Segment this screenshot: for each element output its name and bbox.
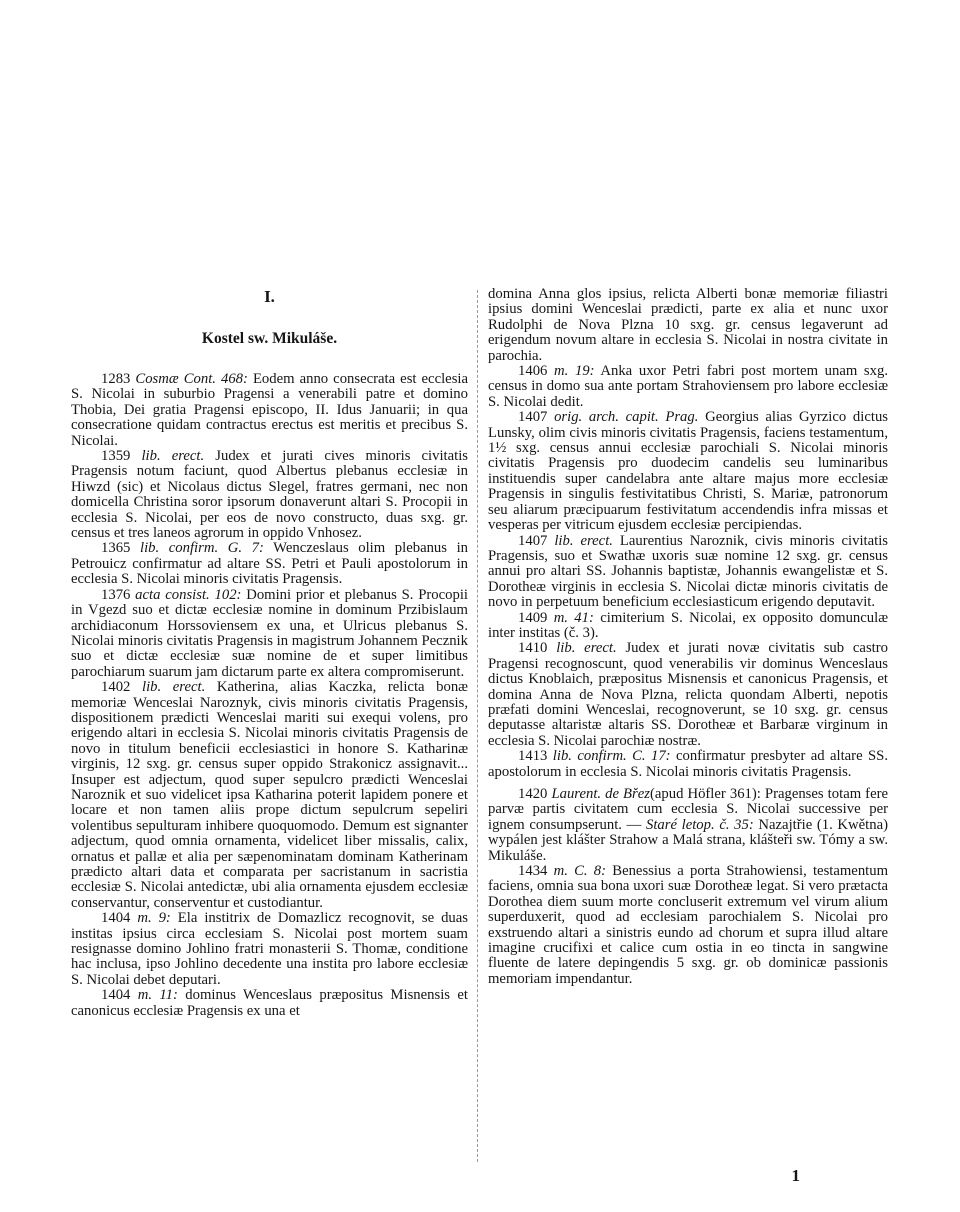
entry-1404b: [71, 988, 468, 1019]
entry-year: 1402: [101, 679, 131, 696]
entry-source-secondary: Staré letop. č. 35:: [645, 816, 754, 833]
entry-1406: [488, 364, 888, 410]
column-divider: [477, 290, 478, 1162]
entry-year: 1404: [101, 987, 131, 1004]
entry-text: (apud Höfler 361): Pragenses totam fere parvæ partis civitatem cum ecclesia S. Nicolai successive per ignem consumpserunt. —: [488, 786, 889, 833]
entry-year: 1283: [101, 371, 131, 387]
entry-year: 1407: [518, 409, 548, 426]
entry-1376: [71, 588, 468, 680]
entry-source: lib. erect.: [556, 640, 617, 657]
entry-text: Domini prior et plebanus S. Procopii in Vgezd suo et dictæ ecclesiæ nomine in dominum Przibislaum archidiaconum Horssoviensem ex una, et Ulricus plebanus S. Nicolai minoris civitatis Pragensis in magistrum Johannem Pecznik suo et dictæ ecclesiæ suæ nomine de et super limitibus parochiarum suarum jam dictarum parte ex altera compromiserunt.: [71, 586, 469, 680]
entry-text: Ela institrix de Domazlicz recognovit, se duas institas ipsius circa ecclesiam S. Nicolai post mortem suam resignasse domino Johlino fratri monasterii S. Thomæ, conditione hac inclusa, ipso Johlino decedente una instita pro labore ecclesiæ S. Nicolai debet deputari.: [71, 910, 468, 988]
entry-text: Katherina, alias Kaczka, relicta bonæ memoriæ Wenceslai Naroznyk, civis minoris civitatis Pragensis, dispositionem prædicti Wenceslai mariti sui exequi volens, pro erigendo altari in ecclesia S. Nicolai minoris civitatis Pragensis de novo in titulum beneficii ecclesiastici in honore S. Katharinæ virginis, 12 sxg. gr. census super oppido Strakonicz assignavit... Insuper est adjectum, quod super sepulcro prædicti Wenceslai Naroznik et suo videlicet ipsa Katharina poterit lapidem ponere et locare et non tamen aliis prope dictum sepulcrum sepeliri volentibus sepulturam inhibere quoquomodo. Demum est signanter adjectum, quod omnia ornamenta, videlicet liber missalis, calix, ornatus et pallæ et alia per sæpenominatam dominam Katherinam prædicto altari data et comparata per sacristanum in sacristia ecclesiæ S. Nicolai antedictæ, ubi alia ornamenta ejusdem ecclesiæ conservantur, conserventur et custodiantur.: [71, 679, 468, 911]
entry-continuation: [488, 287, 888, 364]
entry-source: lib. confirm. C. 17:: [552, 748, 671, 765]
entry-year: 1410: [518, 640, 548, 657]
entry-text: Judex et jurati cives minoris civitatis Pragensis notum faciunt, quod Albertus plebanus ecclesiæ in Hiwzd (sic) et Nicolaus dictus Slegel, fratres germani, nec non domicella Christina soror ipsorum donaverunt altari S. Procopii in ecclesia S. Nicolai, per eos de novo constructo, duas sxg. gr. census et tres laneos agrorum in oppido Vnhosez.: [71, 448, 469, 542]
chapter-title: Kostel sw. Mikuláše.: [201, 330, 338, 347]
entry-year: 1409: [518, 609, 548, 626]
entry-text: Laurentius Naroznik, civis minoris civitatis Pragensis, suo et Swathæ uxoris suæ nomine 12 sxg. gr. census annui pro altari SS. Johannis baptistæ, Johannis ewangelistæ et S. Dorotheæ virginis in ecclesia S. Nicolai dictæ minoris civitatis de novo in perpetuum beneficium ecclesiasticum erigendo deputavit.: [488, 532, 889, 611]
entry-text-secondary: Nazajtřie (1. Kwětna) wypálen jest klášter Strahow a Malá strana, klášteři sw. Tómy a sw. Mikuláše.: [488, 816, 889, 864]
entry-year: 1365: [101, 540, 131, 557]
entry-text: Benessius a porta Strahowiensi, testamentum faciens, omnia sua bona uxori suæ Dorotheæ legat. Si vero prætacta Dorothea diem suum morte concluserit extremum vel virum alium superduxerit, quod ad ecclesiam parochialem S. Nicolai pro exstruendo altari a sinistris eundo ad chorum et supra illud altare imagine crucifixi et calice cum ostia in eo tincta in sangwine fluente de latere depingendis 5 sxg. gr. ob dominicæ passionis memoriam impendantur.: [488, 863, 889, 987]
entry-source: m. 11:: [137, 987, 178, 1004]
entry-source: orig. arch. capit. Prag.: [554, 409, 699, 426]
right-column: [488, 287, 888, 987]
entry-1283: [71, 372, 468, 449]
entry-1420: [488, 787, 888, 864]
entry-1413: [488, 749, 888, 780]
entry-1407b: [488, 534, 888, 611]
entry-source: lib. erect.: [141, 679, 206, 696]
entry-1365: [71, 541, 468, 587]
entry-text: confirmatur presbyter ad altare SS. apostolorum in ecclesia S. Nicolai minoris civitatis Pragensis.: [488, 748, 888, 780]
entry-1402: [71, 680, 468, 911]
entry-source: lib. confirm. G. 7:: [139, 540, 264, 557]
entry-source: Laurent. de Břez: [551, 786, 650, 802]
entry-year: 1359: [101, 448, 131, 465]
entry-1404a: [71, 911, 468, 988]
entry-year: 1420: [518, 786, 548, 802]
entry-year: 1406: [518, 363, 548, 380]
entry-text: Judex et jurati novæ civitatis sub castro Pragensi recognoscunt, quod venerabilis vir dominus Wenceslaus dictus Knoblaich, præpositus Misnensis et canonicus Pragensis, et domina Anna de Nova Plzna, relicta quondam Alberti, nepotis præfati domini Wenceslai, recognoverunt, se 10 sxg. gr. census deputasse altaristæ altaris SS. Dorotheæ et Barbaræ virginum in ecclesia S. Nicolai parochiæ nostræ.: [488, 640, 888, 749]
entry-1434: [488, 864, 888, 987]
entry-text: domina Anna glos ipsius, relicta Alberti bonæ memoriæ filiastri ipsius domini Wenceslai prædicti, parte ex alia et nunc uxor Rudolphi de Nova Plzna 10 sxg. gr. census legaverunt ad erigendum novum altare in ecclesia S. Nicolai in nostra civitate in parochia.: [488, 286, 888, 364]
entry-1410: [488, 641, 888, 749]
entry-source: lib. erect.: [141, 448, 205, 465]
entry-1359: [71, 449, 468, 541]
entry-year: 1407: [518, 532, 548, 549]
entry-1407a: [488, 410, 888, 533]
entry-year: 1404: [101, 910, 131, 927]
entry-1409: [488, 611, 888, 642]
entry-source: lib. erect.: [554, 532, 613, 549]
chapter-number: I.: [264, 287, 275, 306]
entry-text: Anka uxor Petri fabri post mortem unam sxg. census in domo sua ante portam Strahoviensem pro labore ecclesiæ S. Nicolai dedit.: [488, 363, 889, 410]
entry-text: Wenczeslaus olim plebanus in Petrouicz confirmatur ad altare SS. Petri et Pauli apostolorum in ecclesia S. Nicolai minoris civitatis Pragensis.: [71, 540, 469, 588]
entry-source: acta consist. 102:: [135, 586, 242, 603]
entry-source: m. 19:: [554, 363, 595, 380]
entry-source: Cosmæ Cont. 468:: [135, 371, 248, 387]
page-number: 1: [791, 1166, 800, 1185]
entry-text: Eodem anno consecrata est ecclesia S. Nicolai in suburbio Pragensi a venerabili patre et domino Thobia, Dei gratia Pragensi episcopo, II. Idus Januarii; in qua consecratione quidam contractus erectus est meritis et precibus S. Nicolai.: [71, 371, 469, 449]
entry-source: m. C. 8:: [553, 863, 607, 880]
entry-year: 1413: [518, 748, 548, 765]
entry-text: dominus Wenceslaus præpositus Misnensis et canonicus ecclesiæ Pragensis ex una et: [71, 987, 468, 1019]
entry-year: 1434: [518, 863, 548, 880]
entry-text: cimiterium S. Nicolai, ex opposito domunculæ inter institas (č. 3).: [488, 609, 889, 641]
left-column: [71, 284, 468, 1019]
entry-year: 1376: [101, 586, 131, 603]
entry-source: m. 9:: [137, 910, 171, 927]
entry-text: Georgius alias Gyrzico dictus Lunsky, olim civis minoris civitatis Pragensis, faciens testamentum, 1½ sxg. census annui ecclesiæ parochiali S. Nicolai minoris civitatis Pragensis pro duodecim candelis seu luminaribus instituendis super candelabra ante altare majus more ecclesiæ Pragensis in singulis festivitatibus Christi, S. Mariæ, patronorum seu aliarum præcipuarum festivitatum accendendis infra missas et vesperas per vitricum ejusdem ecclesiæ percipiendas.: [488, 409, 889, 534]
entry-source: m. 41:: [553, 609, 594, 626]
